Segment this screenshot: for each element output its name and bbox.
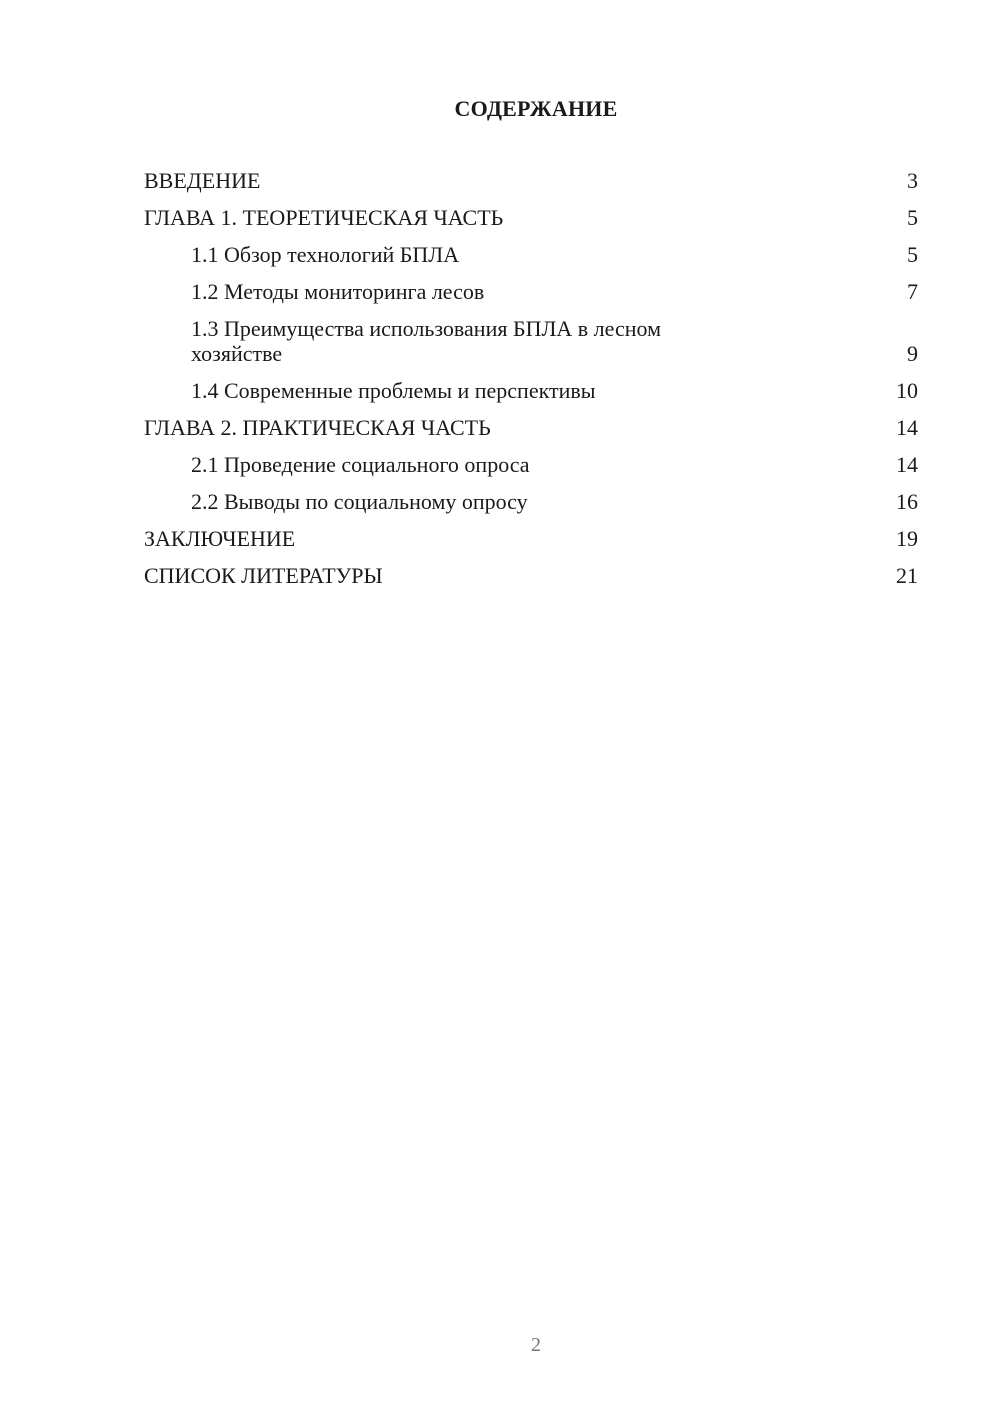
- toc-entry-text: 2.1 Проведение социального опроса: [191, 452, 530, 477]
- toc-entry-section-1-3[interactable]: [144, 316, 918, 366]
- page-number: 2: [531, 1334, 541, 1356]
- toc-entry-text: 1.3 Преимущества использования БПЛА в лесном хозяйстве: [191, 316, 662, 366]
- toc-entry-chapter-2[interactable]: [144, 415, 918, 440]
- toc-entry-page: 7: [907, 279, 918, 304]
- toc-entry-page: 5: [907, 242, 918, 267]
- toc-entry-section-1-2[interactable]: [144, 279, 918, 304]
- toc-entry-conclusion[interactable]: [144, 526, 918, 551]
- toc-entry-chapter-1[interactable]: [144, 205, 918, 230]
- toc-entry-references[interactable]: [144, 563, 918, 588]
- toc-entry-introduction[interactable]: [144, 168, 918, 193]
- toc-entry-page: 16: [896, 489, 918, 514]
- toc-entry-text: 1.4 Современные проблемы и перспективы: [191, 378, 596, 403]
- toc-entry-section-1-4[interactable]: [144, 378, 918, 403]
- toc-entry-text: ЗАКЛЮЧЕНИЕ: [144, 526, 296, 551]
- toc-entry-page: 10: [896, 378, 918, 403]
- table-of-contents: [144, 168, 918, 600]
- toc-entry-page: 19: [896, 526, 918, 551]
- toc-entry-text: СПИСОК ЛИТЕРАТУРЫ: [144, 563, 383, 588]
- toc-entry-text: ГЛАВА 1. ТЕОРЕТИЧЕСКАЯ ЧАСТЬ: [144, 205, 504, 230]
- toc-heading: СОДЕРЖАНИЕ: [454, 96, 618, 121]
- toc-entry-text: 1.1 Обзор технологий БПЛА: [191, 242, 460, 267]
- toc-entry-text: ВВЕДЕНИЕ: [144, 168, 261, 193]
- toc-entry-section-1-1[interactable]: [144, 242, 918, 267]
- toc-entry-text: 2.2 Выводы по социальному опросу: [191, 489, 528, 514]
- toc-entry-page: 3: [907, 168, 918, 193]
- toc-entry-text: ГЛАВА 2. ПРАКТИЧЕСКАЯ ЧАСТЬ: [144, 415, 491, 440]
- toc-entry-text: 1.2 Методы мониторинга лесов: [191, 279, 485, 304]
- toc-entry-page: 14: [896, 415, 918, 440]
- toc-entry-page: 9: [907, 341, 918, 366]
- toc-entry-section-2-2[interactable]: [144, 489, 918, 514]
- toc-entry-page: 14: [896, 452, 918, 477]
- toc-entry-section-2-1[interactable]: [144, 452, 918, 477]
- toc-entry-page: 21: [896, 563, 918, 588]
- toc-entry-page: 5: [907, 205, 918, 230]
